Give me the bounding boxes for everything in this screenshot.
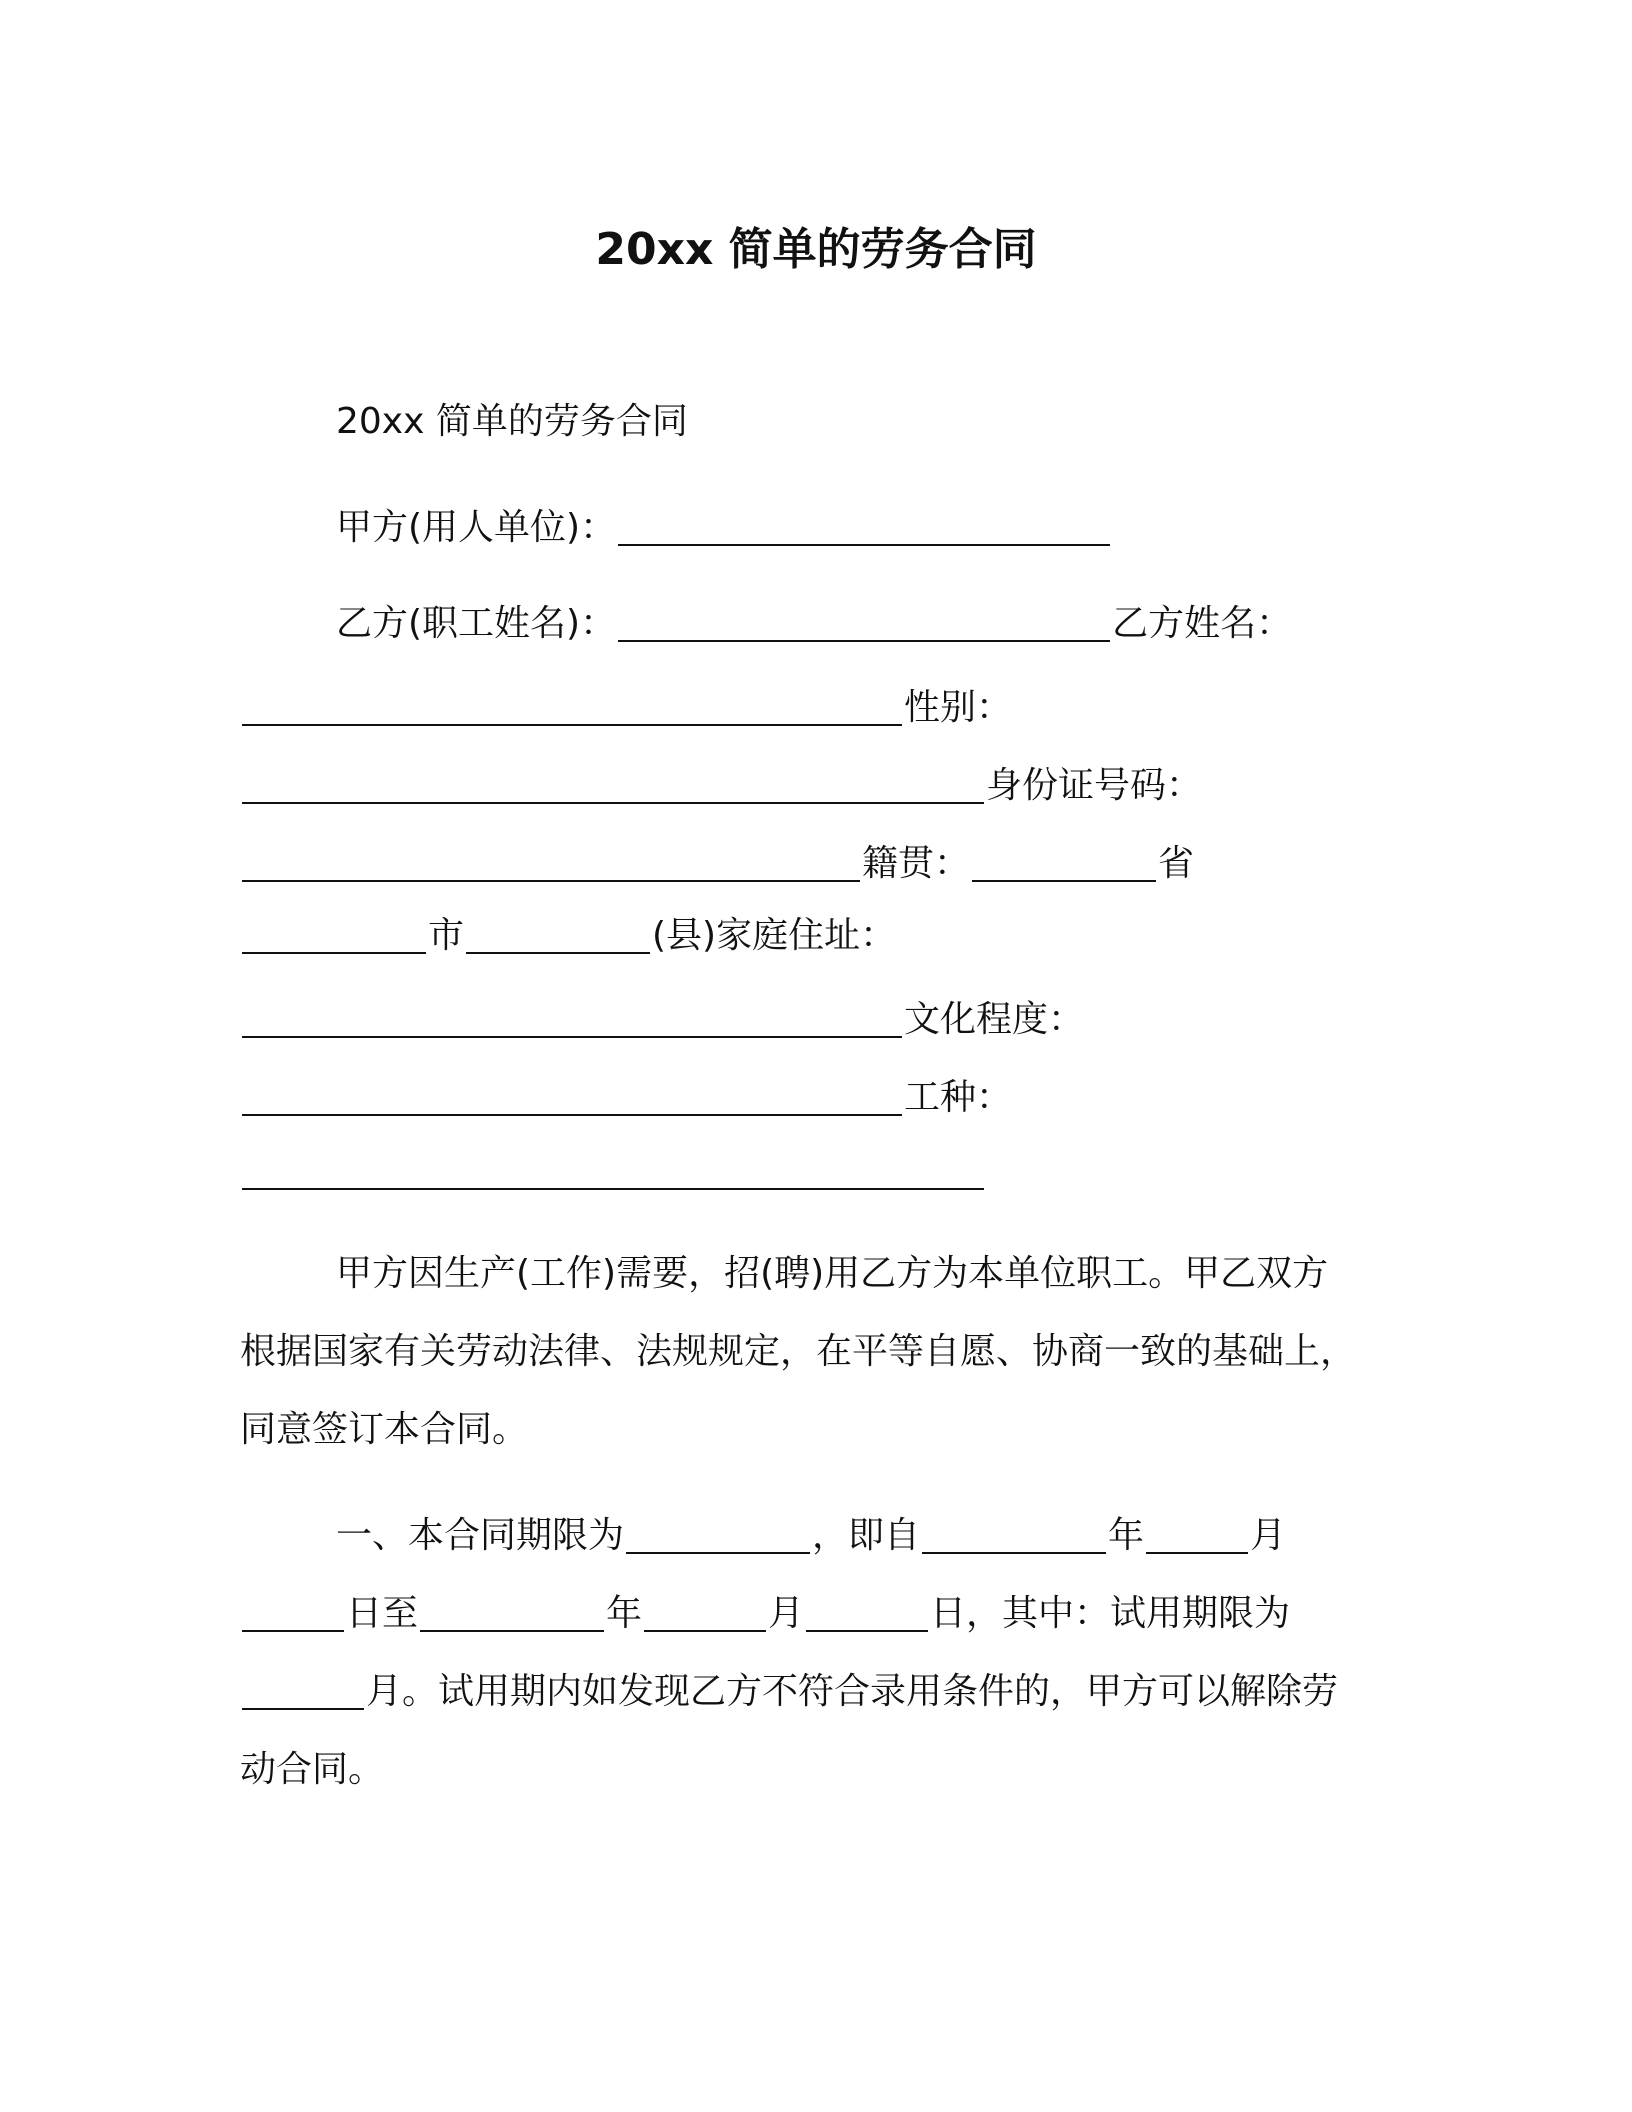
clause1-text-a: 一、本合同期限为 [336, 1515, 625, 1556]
native-place-label: 籍贯： [862, 843, 971, 884]
clause1-line-2 [240, 1590, 1290, 1638]
document-title: 20xx 简单的劳务合同 [595, 224, 1037, 275]
intro-line-3 [240, 1406, 528, 1454]
address-blank[interactable] [242, 998, 902, 1038]
intro-text-1: 甲方因生产(工作)需要，招(聘)用乙方为本单位职工。甲乙双方 [336, 1253, 1329, 1294]
clause1-day-to-label: 日至 [346, 1593, 419, 1634]
intro-text-2: 根据国家有关劳动法律、法规规定，在平等自愿、协商一致的基础上， [240, 1331, 1357, 1372]
party-a-line [336, 504, 1112, 552]
clause1-year-label: 年 [1108, 1515, 1145, 1556]
job-type-blank-line [240, 1150, 986, 1196]
clause1-line-3 [240, 1668, 1338, 1716]
intro-line-1 [336, 1250, 1328, 1298]
clause1-month-label: 月 [1250, 1515, 1287, 1556]
province-label: 省 [1158, 843, 1195, 884]
end-year-blank[interactable] [420, 1592, 604, 1632]
term-blank[interactable] [626, 1514, 810, 1554]
province-blank[interactable] [972, 842, 1156, 882]
native-place-line [240, 840, 1194, 888]
clause1-month2-label: 月 [768, 1593, 805, 1634]
city-label: 市 [428, 915, 465, 956]
subtitle-line [336, 398, 688, 446]
party-a-blank[interactable] [618, 506, 1110, 546]
education-label: 文化程度： [904, 999, 1085, 1040]
county-blank[interactable] [466, 914, 650, 954]
city-county-line [240, 912, 896, 960]
intro-text-3: 同意签订本合同。 [240, 1409, 529, 1450]
education-blank[interactable] [242, 1076, 902, 1116]
job-type-line [240, 1074, 1012, 1122]
gender-blank[interactable] [242, 764, 984, 804]
party-b-label: 乙方(职工姓名)： [336, 603, 617, 644]
start-day-blank[interactable] [242, 1592, 344, 1632]
id-number-line [240, 762, 1202, 810]
clause1-text-b: ，即自 [812, 1515, 921, 1556]
clause1-line-4 [240, 1746, 384, 1794]
job-type-label: 工种： [904, 1077, 1013, 1118]
party-b-name-blank[interactable] [242, 686, 902, 726]
party-b-blank[interactable] [618, 602, 1110, 642]
end-month-blank[interactable] [644, 1592, 766, 1632]
clause1-text-3: 月。试用期内如发现乙方不符合录用条件的，甲方可以解除劳 [366, 1671, 1339, 1712]
id-number-blank[interactable] [242, 842, 860, 882]
start-month-blank[interactable] [1146, 1514, 1248, 1554]
party-b-name-label: 乙方姓名： [1112, 603, 1293, 644]
intro-line-2 [240, 1328, 1356, 1376]
gender-label: 性别： [904, 687, 1013, 728]
city-blank[interactable] [242, 914, 426, 954]
party-b-line [336, 600, 1292, 648]
county-address-label: (县)家庭住址： [652, 915, 897, 956]
document-subtitle: 20xx 简单的劳务合同 [336, 401, 688, 442]
clause1-text-4: 动合同。 [240, 1749, 385, 1790]
clause1-line-1 [336, 1512, 1286, 1560]
end-day-blank[interactable] [806, 1592, 928, 1632]
gender-line [240, 684, 1012, 732]
clause1-year2-label: 年 [606, 1593, 643, 1634]
job-type-blank[interactable] [242, 1150, 984, 1190]
start-year-blank[interactable] [922, 1514, 1106, 1554]
education-line [240, 996, 1084, 1044]
clause1-probation-label: 日，其中：试用期限为 [930, 1593, 1291, 1634]
probation-months-blank[interactable] [242, 1670, 364, 1710]
party-a-label: 甲方(用人单位)： [336, 507, 617, 548]
id-number-label: 身份证号码： [986, 765, 1203, 806]
